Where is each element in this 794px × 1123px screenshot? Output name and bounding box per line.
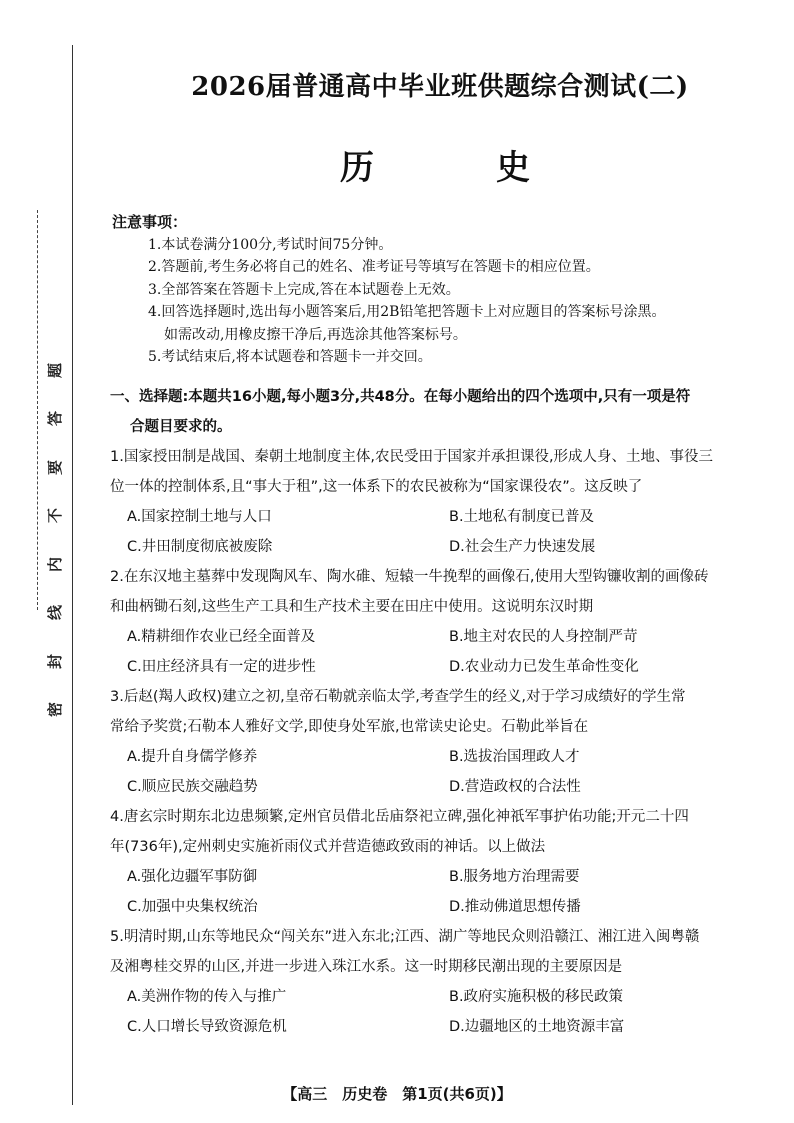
question-text: 5.明清时期,山东等地民众“闯关东”进入东北;江西、湖广等地民众则沿赣江、湘江进入闽粤赣 bbox=[110, 929, 700, 945]
binding-margin-line bbox=[72, 45, 73, 1105]
binding-dashed-line bbox=[37, 210, 38, 610]
subject-title bbox=[340, 140, 530, 189]
option-a: A.国家控制土地与人口 bbox=[127, 509, 272, 525]
exam-title: 2026届普通高中毕业班供题综合测试(二) bbox=[191, 72, 689, 102]
notice-item: 4.回答选择题时,选出每小题答案后,用2B铅笔把答题卡上对应题目的答案标号涂黑。 bbox=[148, 304, 666, 320]
notice-heading: 注意事项： bbox=[112, 213, 188, 231]
option-a: A.精耕细作农业已经全面普及 bbox=[127, 629, 316, 645]
option-row bbox=[110, 1012, 790, 1042]
question-text: 及湘粤桂交界的山区,并进一步进入珠江水系。这一时期移民潮出现的主要原因是 bbox=[110, 959, 623, 975]
question-text: 3.后赵(羯人政权)建立之初,皇帝石勒就亲临太学,考查学生的经义,对于学习成绩好的学生常 bbox=[110, 689, 686, 705]
question-text: 4.唐玄宗时期东北边患频繁,定州官员借北岳庙祭祀立碑,强化神祇军事护佑功能;开元二十四 bbox=[110, 809, 689, 825]
option-b: B.选拔治国理政人才 bbox=[449, 749, 580, 765]
page-footer: 【高三 历史卷 第1页(共6页)】 bbox=[282, 1085, 512, 1103]
notice-item: 1.本试卷满分100分,考试时间75分钟。 bbox=[148, 236, 393, 253]
option-b: B.地主对农民的人身控制严苛 bbox=[449, 629, 638, 645]
seal-char: 内 bbox=[46, 556, 65, 572]
notice-item: 2.答题前,考生务必将自己的姓名、准考证号等填写在答题卡的相应位置。 bbox=[148, 259, 600, 275]
seal-char: 题 bbox=[46, 362, 65, 379]
seal-char: 不 bbox=[46, 508, 65, 524]
notice-item: 5.考试结束后,将本试题卷和答题卡一并交回。 bbox=[148, 349, 432, 365]
questions-area bbox=[110, 382, 790, 1042]
seal-char: 要 bbox=[46, 459, 65, 475]
question-2 bbox=[110, 562, 790, 682]
option-c: C.人口增长导致资源危机 bbox=[127, 1019, 287, 1035]
option-c: C.田庄经济具有一定的进步性 bbox=[127, 659, 316, 675]
notice-item: 3.全部答案在答题卡上完成,答在本试题卷上无效。 bbox=[148, 281, 460, 298]
option-row bbox=[110, 742, 790, 772]
option-row bbox=[110, 532, 790, 562]
option-a: A.提升自身儒学修养 bbox=[127, 749, 258, 765]
seal-char: 封 bbox=[46, 653, 65, 669]
option-row bbox=[110, 772, 790, 802]
option-d: D.营造政权的合法性 bbox=[449, 779, 581, 795]
question-1 bbox=[110, 442, 790, 562]
seal-char: 密 bbox=[46, 701, 65, 717]
option-row bbox=[110, 652, 790, 682]
subject-char: 历 bbox=[340, 148, 374, 188]
seal-line-notice bbox=[44, 360, 66, 720]
question-text: 1.国家授田制是战国、秦朝土地制度主体,农民受田于国家并承担课役,形成人身、土地、事役三 bbox=[110, 449, 714, 465]
notice-item: 如需改动,用橡皮擦干净后,再选涂其他答案标号。 bbox=[164, 326, 467, 343]
question-5 bbox=[110, 922, 790, 1042]
option-b: B.政府实施积极的移民政策 bbox=[449, 989, 624, 1005]
option-row bbox=[110, 622, 790, 652]
option-d: D.农业动力已发生革命性变化 bbox=[449, 659, 639, 675]
option-c: C.顺应民族交融趋势 bbox=[127, 779, 258, 795]
option-a: A.美洲作物的传入与推广 bbox=[127, 989, 287, 1005]
option-c: C.井田制度彻底被废除 bbox=[127, 539, 273, 555]
option-c: C.加强中央集权统治 bbox=[127, 899, 258, 915]
seal-char: 线 bbox=[46, 605, 65, 621]
option-b: B.土地私有制度已普及 bbox=[449, 509, 595, 525]
option-row bbox=[110, 502, 790, 532]
section-heading-cont: 合题目要求的。 bbox=[130, 419, 232, 435]
seal-char: 答 bbox=[46, 411, 65, 427]
question-text: 常给予奖赏;石勒本人雅好文学,即使身处军旅,也常读史论史。石勒此举旨在 bbox=[110, 719, 589, 735]
subject-char: 史 bbox=[496, 148, 530, 188]
option-row bbox=[110, 982, 790, 1012]
option-d: D.推动佛道思想传播 bbox=[449, 899, 581, 915]
option-d: D.社会生产力快速发展 bbox=[449, 539, 596, 555]
option-row bbox=[110, 862, 790, 892]
question-text: 年(736年),定州刺史实施祈雨仪式并营造德政致雨的神话。以上做法 bbox=[110, 839, 546, 855]
question-4 bbox=[110, 802, 790, 922]
question-3 bbox=[110, 682, 790, 802]
question-text: 位一体的控制体系,且“事大于租”,这一体系下的农民被称为“国家课役农”。这反映了 bbox=[110, 479, 643, 495]
question-text: 2.在东汉地主墓葬中发现陶风车、陶水碓、短辕一牛挽犁的画像石,使用大型钩镰收割的画像砖 bbox=[110, 569, 709, 585]
option-row bbox=[110, 892, 790, 922]
option-a: A.强化边疆军事防御 bbox=[127, 869, 258, 885]
option-b: B.服务地方治理需要 bbox=[449, 869, 580, 885]
section-heading: 一、选择题:本题共16小题,每小题3分,共48分。在每小题给出的四个选项中,只有一项是符 bbox=[110, 389, 691, 405]
notice-block bbox=[112, 211, 782, 369]
option-d: D.边疆地区的土地资源丰富 bbox=[449, 1019, 625, 1035]
question-text: 和曲柄锄石刻,这些生产工具和生产技术主要在田庄中使用。这说明东汉时期 bbox=[110, 599, 594, 615]
